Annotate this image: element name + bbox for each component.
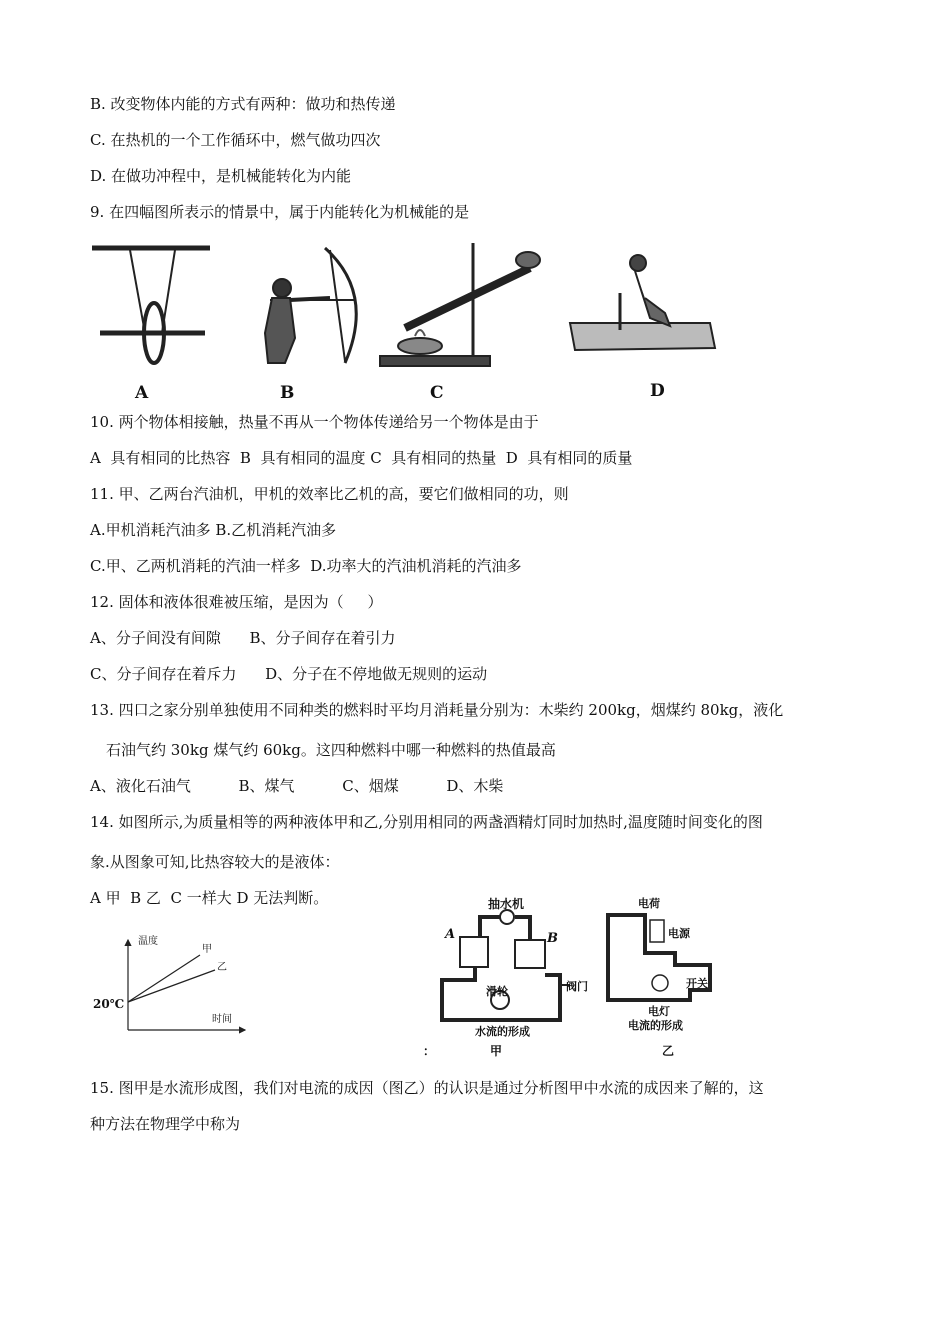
- option-c-text: C. 在热机的一个工作循环中，燃气做功四次: [90, 131, 381, 149]
- question-13-options: A、液化石油气 B、煤气 C、烟煤 D、木柴: [90, 777, 504, 795]
- figure-c-test-tube: [380, 243, 540, 366]
- circuit-diagram: [600, 895, 725, 1060]
- question-12-options-ab: A、分子间没有间隙 B、分子间存在着引力: [90, 629, 396, 647]
- question-11: 11. 甲、乙两台汽油机，甲机的效率比乙机的高，要它们做相同的功，则: [90, 485, 569, 503]
- valve-label: 阀门: [566, 980, 588, 993]
- switch-label: 开关: [686, 977, 708, 990]
- question-11-options-cd: C.甲、乙两机消耗的汽油一样多 D.功率大的汽油机消耗的汽油多: [90, 557, 522, 575]
- lamp-label: 电灯: [648, 1005, 670, 1018]
- question-15-line-1: 15. 图甲是水流形成图，我们对电流的成因（图乙）的认识是通过分析图甲中水流的成因来了解的，这: [90, 1079, 764, 1097]
- question-11-options-ab: A.甲机消耗汽油多 B.乙机消耗汽油多: [90, 521, 337, 539]
- lamp-icon: [652, 975, 668, 991]
- figure-a-label: A: [135, 383, 149, 403]
- circuit-caption: 电流的形成: [628, 1019, 683, 1032]
- pump-icon: [500, 910, 514, 924]
- series-jia-line: [128, 955, 200, 1002]
- question-14-line-1: 14. 如图所示,为质量相等的两种液体甲和乙,分别用相同的两盏酒精灯同时加热时,温度随时间变化的图: [90, 813, 763, 831]
- question-9-figures: [90, 238, 730, 403]
- figure-d-log: [570, 255, 715, 350]
- question-14-options: A 甲 B 乙 C 一样大 D 无法判断。: [90, 889, 329, 907]
- tank-b-label: B: [547, 931, 558, 946]
- series-yi-label: 乙: [217, 962, 227, 973]
- water-caption: 水流的形成: [475, 1025, 530, 1038]
- question-10: 10. 两个物体相接触，热量不再从一个物体传递给另一个物体是由于: [90, 413, 539, 431]
- figure-b-label: B: [280, 383, 295, 403]
- figure-b-archer: [265, 248, 356, 363]
- circuit-title: 乙: [662, 1044, 675, 1058]
- option-b-text: B. 改变物体内能的方式有两种：做功和热传递: [90, 95, 396, 113]
- wheel-label: 滑轮: [486, 985, 508, 998]
- graph-y-label: 温度: [138, 936, 158, 947]
- question-12: 12. 固体和液体很难被压缩，是因为（ ）: [90, 593, 383, 611]
- question-13-line-2: 石油气约 30kg 煤气约 60kg。这四种燃料中哪一种燃料的热值最高: [106, 741, 556, 759]
- series-yi-line: [128, 970, 215, 1002]
- question-12-options-cd: C、分子间存在着斥力 D、分子在不停地做无规则的运动: [90, 665, 488, 683]
- question-9: 9. 在四幅图所表示的情景中，属于内能转化为机械能的是: [90, 203, 470, 221]
- graph-start-temp: 20℃: [93, 997, 125, 1011]
- temperature-graph: [90, 930, 250, 1040]
- series-jia-label: 甲: [202, 944, 212, 955]
- source-label: 电源: [668, 927, 690, 940]
- colon-mark: ：: [423, 1044, 436, 1058]
- water-title: 甲: [490, 1044, 503, 1058]
- pump-label: 抽水机: [488, 897, 525, 911]
- battery-icon: [650, 920, 664, 942]
- question-10-options: A 具有相同的比热容 B 具有相同的温度 C 具有相同的热量 D 具有相同的质量: [90, 449, 633, 467]
- question-14-line-2: 象.从图象可知,比热容较大的是液体：: [90, 853, 340, 871]
- figure-a-pendulum: [92, 248, 210, 363]
- tank-a-label: A: [445, 927, 456, 942]
- option-d-text: D. 在做功冲程中，是机械能转化为内能: [90, 167, 352, 185]
- water-flow-diagram: [420, 895, 595, 1060]
- graph-x-label: 时间: [212, 1014, 232, 1025]
- question-15-line-2: 种方法在物理学中称为: [90, 1115, 241, 1133]
- figure-c-label: C: [430, 383, 444, 403]
- charge-label: 电荷: [638, 897, 660, 910]
- question-13-line-1: 13. 四口之家分别单独使用不同种类的燃料时平均月消耗量分别为：木柴约 200kg，烟煤约 80kg，液化: [90, 701, 784, 719]
- figure-d-label: D: [650, 381, 665, 401]
